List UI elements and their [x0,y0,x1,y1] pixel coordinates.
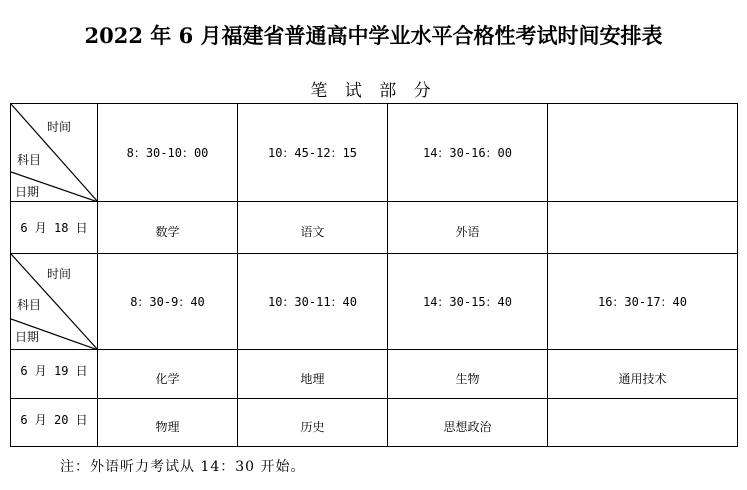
subject-cell: 思想政治 [388,399,548,447]
time-slot: 14：30-16：00 [388,104,548,202]
date-cell: 6 月 20 日 [11,399,98,447]
time-slot: 16：30-17：40 [548,254,738,350]
time-slot: 14：30-15：40 [388,254,548,350]
time-slot: 10：30-11：40 [238,254,388,350]
table-row [11,399,738,447]
time-slot [548,104,738,202]
subject-cell: 外语 [388,202,548,254]
section-subtitle: 笔 试 部 分 [310,81,437,101]
diagonal-header-cell [11,254,98,350]
subject-cell: 语文 [238,202,388,254]
subject-cell [548,202,738,254]
date-cell: 6 月 18 日 [11,202,98,254]
table-row [11,350,738,399]
subject-cell: 地理 [238,350,388,399]
subject-cell: 物理 [98,399,238,447]
time-slot: 8：30-9：40 [98,254,238,350]
header-label-date: 日期 [15,185,40,199]
schedule-table [10,103,738,447]
diagonal-header-cell [11,104,98,202]
header-row-2 [11,254,738,350]
header-row-1 [11,104,738,202]
subject-cell: 生物 [388,350,548,399]
footnote: 注：外语听力考试从 14：30 开始。 [60,459,306,475]
time-slot: 10：45-12：15 [238,104,388,202]
date-cell: 6 月 19 日 [11,350,98,399]
header-label-time: 时间 [47,120,72,134]
time-slot: 8：30-10：00 [98,104,238,202]
table-row [11,202,738,254]
header-label-subject: 科目 [17,153,42,167]
subject-cell: 通用技术 [548,350,738,399]
header-label-time: 时间 [47,267,72,281]
page-title: 2022 年 6 月福建省普通高中学业水平合格性考试时间安排表 [84,23,663,48]
subject-cell: 数学 [98,202,238,254]
subject-cell [548,399,738,447]
subject-cell: 化学 [98,350,238,399]
header-label-subject: 科目 [17,298,42,312]
subject-cell: 历史 [238,399,388,447]
header-label-date: 日期 [15,330,40,344]
